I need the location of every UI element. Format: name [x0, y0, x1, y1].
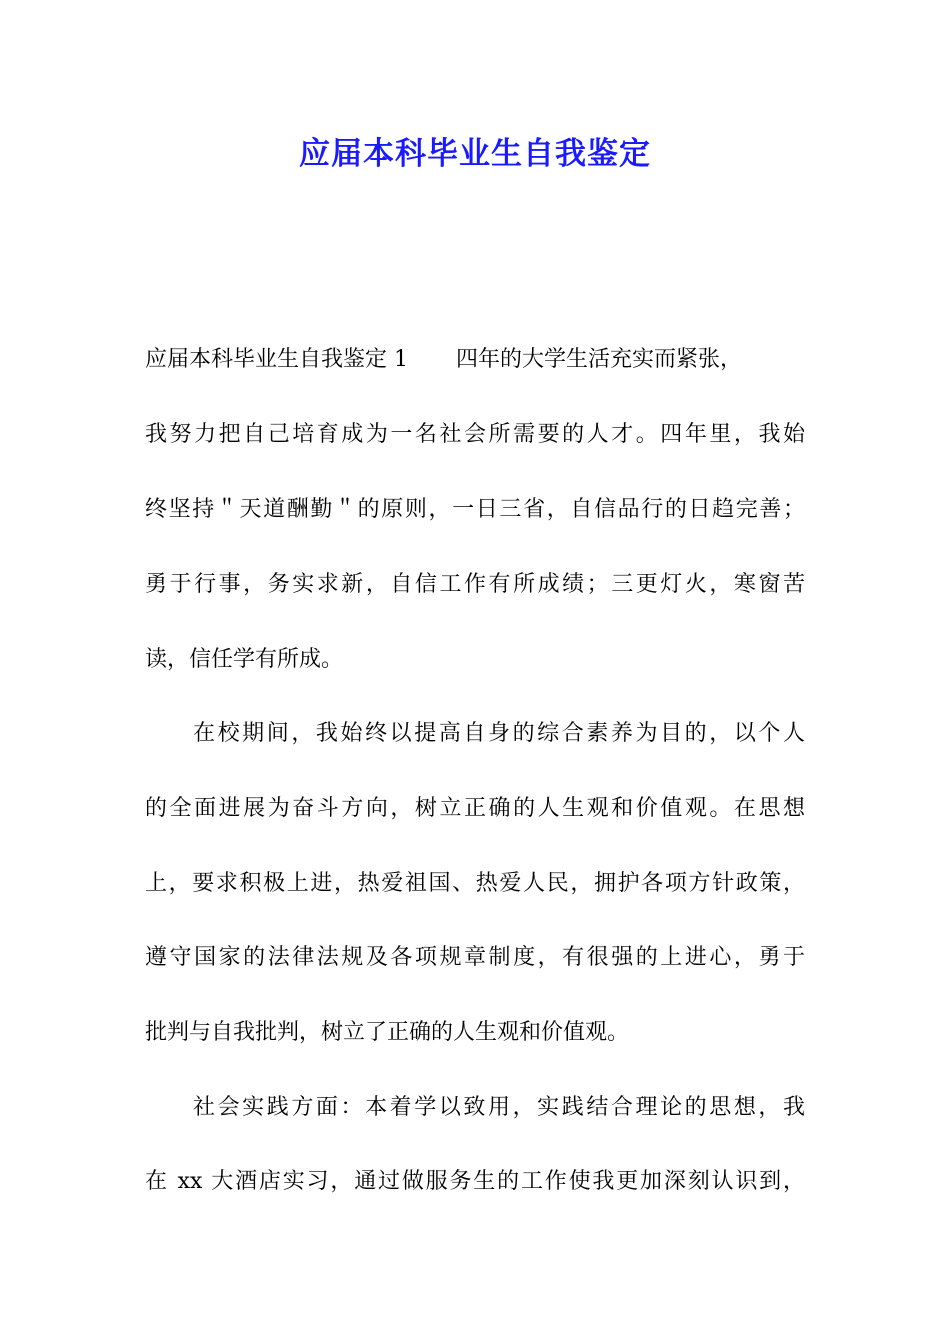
- text-line: 批判与自我批判，树立了正确的人生观和价值观。: [145, 1020, 630, 1045]
- text-line: 的全面进展为奋斗方向，树立正确的人生观和价值观。在思想: [145, 796, 805, 821]
- text-line: 上，要求积极上进，热爱祖国、热爱人民，拥护各项方针政策，: [145, 871, 805, 896]
- paragraph-first-line: 社会实践方面：本着学以致用，实践结合理论的思想，我: [193, 1095, 805, 1120]
- text-line: 终坚持＂天道酬勤＂的原则，一日三省，自信品行的日趋完善；: [145, 497, 805, 522]
- text-line: 在 xx 大酒店实习，通过做服务生的工作使我更加深刻认识到，: [145, 1169, 805, 1194]
- document-title: 应届本科毕业生自我鉴定: [299, 136, 651, 172]
- text-line: 我努力把自己培育成为一名社会所需要的人才。四年里，我始: [145, 422, 805, 447]
- paragraph-first-line: 在校期间，我始终以提高自身的综合素养为目的，以个人: [193, 721, 805, 746]
- text-line: 读，信任学有所成。: [145, 647, 344, 672]
- section-heading: 应届本科毕业生自我鉴定 1: [145, 347, 408, 372]
- text-line: 遵守国家的法律法规及各项规章制度，有很强的上进心，勇于: [145, 945, 805, 970]
- text-segment: 四年的大学生活充实而紧张，: [456, 347, 743, 372]
- text-line: [145, 340, 845, 380]
- text-line: 勇于行事，务实求新，自信工作有所成绩；三更灯火，寒窗苦: [145, 572, 805, 597]
